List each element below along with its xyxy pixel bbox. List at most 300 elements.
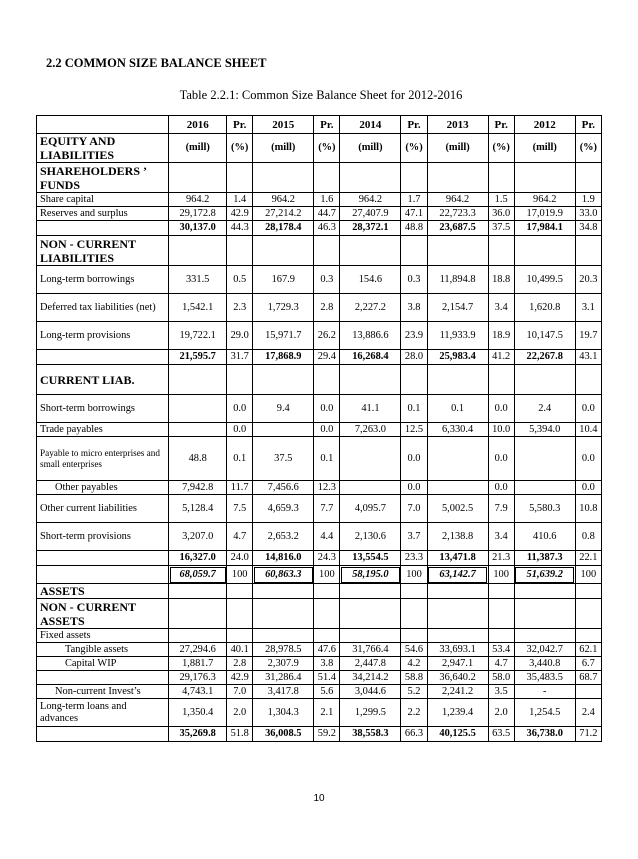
header-cell: 2013: [427, 116, 488, 134]
value-cell-mill: 19,722.1: [169, 322, 227, 350]
value-cell-mill: [340, 437, 401, 481]
value-cell-mill: [427, 481, 488, 495]
value-cell-mill: [340, 599, 401, 629]
value-cell-mill: [514, 599, 575, 629]
unit-cell: (mill): [514, 134, 575, 163]
value-cell-percent: 29.4: [314, 350, 340, 365]
value-cell-percent: 31.7: [227, 350, 253, 365]
value-cell-percent: [227, 629, 253, 643]
unit-cell: (%): [401, 134, 427, 163]
value-cell-percent: [314, 629, 340, 643]
value-cell-mill: 13,471.8: [427, 551, 488, 566]
value-cell-percent: 10.8: [575, 495, 601, 523]
value-cell-percent: 2.3: [227, 294, 253, 322]
value-cell-percent: 19.7: [575, 322, 601, 350]
header-cell: Pr.: [314, 116, 340, 134]
row-label: Other current liabilities: [37, 495, 169, 523]
value-cell-mill: [427, 599, 488, 629]
row-label: ASSETS: [37, 584, 169, 599]
value-cell-mill: 25,983.4: [427, 350, 488, 365]
value-cell-percent: 6.7: [575, 657, 601, 671]
value-cell-mill: 6,330.4: [427, 423, 488, 437]
table-row: [37, 294, 602, 322]
value-cell-mill: 1,304.3: [253, 699, 314, 727]
table-row: [37, 629, 602, 643]
value-cell-percent: 1.4: [227, 193, 253, 207]
value-cell-mill: 10,499.5: [514, 266, 575, 294]
value-cell-percent: [575, 365, 601, 395]
value-cell-mill: 1,542.1: [169, 294, 227, 322]
value-cell-mill: 2,154.7: [427, 294, 488, 322]
row-label: Share capital: [37, 193, 169, 207]
value-cell-percent: 3.8: [401, 294, 427, 322]
value-cell-mill: 10,147.5: [514, 322, 575, 350]
unit-cell: (%): [314, 134, 340, 163]
value-cell-mill: 5,394.0: [514, 423, 575, 437]
value-cell-percent: [401, 163, 427, 193]
table-row: [37, 566, 602, 584]
value-cell-mill: 13,554.5: [340, 551, 401, 566]
value-cell-percent: 33.0: [575, 207, 601, 221]
table-row: [37, 671, 602, 685]
value-cell-mill: 964.2: [253, 193, 314, 207]
value-cell-percent: [314, 584, 340, 599]
value-cell-mill: [340, 629, 401, 643]
value-cell-percent: 66.3: [401, 727, 427, 742]
value-cell-percent: [488, 629, 514, 643]
value-cell-mill: 29,176.3: [169, 671, 227, 685]
value-cell-mill: [169, 395, 227, 423]
table-row: [37, 350, 602, 365]
value-cell-mill: 16,268.4: [340, 350, 401, 365]
section-heading: 2.2 COMMON SIZE BALANCE SHEET: [46, 56, 267, 70]
section-row: [37, 584, 602, 599]
value-cell-percent: 100: [488, 566, 514, 584]
value-cell-mill: 1,729.3: [253, 294, 314, 322]
value-cell-percent: 1.9: [575, 193, 601, 207]
value-cell-mill: 16,327.0: [169, 551, 227, 566]
value-cell-mill: [514, 481, 575, 495]
row-label: Other payables: [37, 481, 169, 495]
value-cell-mill: 2,227.2: [340, 294, 401, 322]
value-cell-percent: 1.6: [314, 193, 340, 207]
value-cell-percent: [575, 599, 601, 629]
value-cell-mill: 5,580.3: [514, 495, 575, 523]
value-cell-percent: 10.4: [575, 423, 601, 437]
equity-and-liabilities-label: EQUITY AND LIABILITIES: [37, 134, 169, 163]
value-cell-mill: 11,894.8: [427, 266, 488, 294]
value-cell-percent: 46.3: [314, 221, 340, 236]
value-cell-mill: [427, 365, 488, 395]
table-row: [37, 193, 602, 207]
value-cell-mill: [169, 599, 227, 629]
value-cell-percent: 3.4: [488, 294, 514, 322]
value-cell-mill: 5,128.4: [169, 495, 227, 523]
table-row: [37, 395, 602, 423]
unit-cell: (mill): [169, 134, 227, 163]
value-cell-percent: 47.6: [314, 643, 340, 657]
value-cell-mill: 36,640.2: [427, 671, 488, 685]
value-cell-percent: [488, 163, 514, 193]
value-cell-percent: [575, 163, 601, 193]
value-cell-mill: [340, 584, 401, 599]
value-cell-mill: 964.2: [169, 193, 227, 207]
value-cell-percent: 59.2: [314, 727, 340, 742]
table-row: [37, 423, 602, 437]
row-label: SHAREHOLDERS ’ FUNDS: [37, 163, 169, 193]
value-cell-percent: [227, 236, 253, 266]
table-row: [37, 481, 602, 495]
row-label: [37, 566, 169, 584]
value-cell-mill: [514, 236, 575, 266]
value-cell-mill: 2,447.8: [340, 657, 401, 671]
value-cell-percent: 1.5: [488, 193, 514, 207]
value-cell-mill: 14,816.0: [253, 551, 314, 566]
value-cell-mill: 1,239.4: [427, 699, 488, 727]
value-cell-percent: 42.9: [227, 207, 253, 221]
value-cell-percent: [401, 584, 427, 599]
value-cell-percent: 0.3: [401, 266, 427, 294]
value-cell-mill: [253, 163, 314, 193]
value-cell-percent: 24.0: [227, 551, 253, 566]
value-cell-mill: 11,387.3: [514, 551, 575, 566]
table-row: [37, 266, 602, 294]
header-blank-cell: [37, 116, 169, 134]
value-cell-mill: 1,881.7: [169, 657, 227, 671]
value-cell-percent: 0.5: [227, 266, 253, 294]
header-cell: Pr.: [401, 116, 427, 134]
value-cell-mill: 2,653.2: [253, 523, 314, 551]
value-cell-percent: 0.0: [488, 437, 514, 481]
value-cell-mill: 154.6: [340, 266, 401, 294]
value-cell-mill: 15,971.7: [253, 322, 314, 350]
row-label: Short-term borrowings: [37, 395, 169, 423]
value-cell-percent: [488, 236, 514, 266]
value-cell-percent: 0.0: [314, 423, 340, 437]
value-cell-percent: 7.5: [227, 495, 253, 523]
value-cell-percent: 3.7: [401, 523, 427, 551]
value-cell-percent: 4.7: [488, 657, 514, 671]
value-cell-percent: 0.3: [314, 266, 340, 294]
value-cell-percent: 0.1: [227, 437, 253, 481]
header-cell: 2012: [514, 116, 575, 134]
value-cell-mill: [514, 629, 575, 643]
row-label: CURRENT LIAB.: [37, 365, 169, 395]
unit-header-row: [37, 134, 602, 163]
section-row: [37, 365, 602, 395]
unit-cell: (%): [227, 134, 253, 163]
value-cell-percent: 0.0: [227, 395, 253, 423]
value-cell-mill: 22,267.8: [514, 350, 575, 365]
value-cell-percent: 54.6: [401, 643, 427, 657]
value-cell-mill: 33,693.1: [427, 643, 488, 657]
row-label: Fixed assets: [37, 629, 169, 643]
value-cell-mill: 68,059.7: [169, 566, 227, 584]
value-cell-mill: [169, 584, 227, 599]
value-cell-mill: 0.1: [427, 395, 488, 423]
value-cell-percent: 3.4: [488, 523, 514, 551]
value-cell-mill: 60,863.3: [253, 566, 314, 584]
table-row: [37, 322, 602, 350]
row-label: Long-term provisions: [37, 322, 169, 350]
value-cell-mill: 4,743.1: [169, 685, 227, 699]
row-label: Short-term provisions: [37, 523, 169, 551]
value-cell-percent: 44.7: [314, 207, 340, 221]
value-cell-mill: 17,984.1: [514, 221, 575, 236]
value-cell-mill: 3,044.6: [340, 685, 401, 699]
value-cell-mill: 40,125.5: [427, 727, 488, 742]
value-cell-mill: [169, 629, 227, 643]
value-cell-percent: 2.1: [314, 699, 340, 727]
value-cell-mill: 28,178.4: [253, 221, 314, 236]
value-cell-percent: 7.0: [401, 495, 427, 523]
value-cell-mill: [427, 584, 488, 599]
value-cell-percent: 0.0: [575, 481, 601, 495]
value-cell-percent: [488, 599, 514, 629]
value-cell-mill: 11,933.9: [427, 322, 488, 350]
value-cell-mill: 13,886.6: [340, 322, 401, 350]
row-label: [37, 727, 169, 742]
value-cell-mill: 36,008.5: [253, 727, 314, 742]
table-row: [37, 207, 602, 221]
value-cell-percent: 37.5: [488, 221, 514, 236]
row-label: Reserves and surplus: [37, 207, 169, 221]
table-row: [37, 657, 602, 671]
value-cell-percent: 47.1: [401, 207, 427, 221]
row-label: [37, 221, 169, 236]
value-cell-mill: [253, 584, 314, 599]
value-cell-mill: [253, 236, 314, 266]
value-cell-percent: 51.4: [314, 671, 340, 685]
value-cell-mill: [253, 365, 314, 395]
value-cell-percent: 0.0: [488, 481, 514, 495]
value-cell-mill: 35,269.8: [169, 727, 227, 742]
value-cell-percent: 100: [575, 566, 601, 584]
value-cell-mill: 2,307.9: [253, 657, 314, 671]
value-cell-percent: 18.8: [488, 266, 514, 294]
table-row: [37, 495, 602, 523]
value-cell-mill: 7,263.0: [340, 423, 401, 437]
value-cell-percent: 71.2: [575, 727, 601, 742]
value-cell-mill: 22,723.3: [427, 207, 488, 221]
value-cell-percent: 34.8: [575, 221, 601, 236]
value-cell-mill: 5,002.5: [427, 495, 488, 523]
table-row: [37, 699, 602, 727]
value-cell-mill: 2,241.2: [427, 685, 488, 699]
value-cell-mill: 3,417.8: [253, 685, 314, 699]
value-cell-percent: [401, 629, 427, 643]
value-cell-percent: 18.9: [488, 322, 514, 350]
value-cell-mill: 35,483.5: [514, 671, 575, 685]
value-cell-mill: 63,142.7: [427, 566, 488, 584]
value-cell-mill: [514, 437, 575, 481]
value-cell-percent: 2.4: [575, 699, 601, 727]
value-cell-percent: [401, 365, 427, 395]
year-header-row: [37, 116, 602, 134]
value-cell-mill: [514, 584, 575, 599]
value-cell-mill: [253, 599, 314, 629]
unit-cell: (%): [488, 134, 514, 163]
value-cell-mill: [169, 423, 227, 437]
value-cell-percent: 11.7: [227, 481, 253, 495]
value-cell-mill: [340, 365, 401, 395]
value-cell-percent: [575, 584, 601, 599]
value-cell-percent: 4.2: [401, 657, 427, 671]
value-cell-percent: 23.3: [401, 551, 427, 566]
value-cell-mill: 2.4: [514, 395, 575, 423]
value-cell-percent: 2.8: [227, 657, 253, 671]
section-row: [37, 236, 602, 266]
value-cell-percent: 4.7: [227, 523, 253, 551]
value-cell-mill: [169, 236, 227, 266]
value-cell-percent: 40.1: [227, 643, 253, 657]
value-cell-mill: 23,687.5: [427, 221, 488, 236]
value-cell-percent: 2.8: [314, 294, 340, 322]
value-cell-mill: 1,254.5: [514, 699, 575, 727]
value-cell-percent: [401, 236, 427, 266]
value-cell-percent: 12.3: [314, 481, 340, 495]
value-cell-percent: 21.3: [488, 551, 514, 566]
value-cell-mill: 51,639.2: [514, 566, 575, 584]
value-cell-percent: 1.7: [401, 193, 427, 207]
row-label: Payable to micro enterprises and small enterprises: [37, 437, 169, 481]
value-cell-mill: 21,595.7: [169, 350, 227, 365]
value-cell-percent: 12.5: [401, 423, 427, 437]
value-cell-percent: 3.5: [488, 685, 514, 699]
value-cell-percent: 20.3: [575, 266, 601, 294]
value-cell-mill: [253, 423, 314, 437]
value-cell-percent: 26.2: [314, 322, 340, 350]
header-cell: Pr.: [227, 116, 253, 134]
value-cell-mill: [427, 437, 488, 481]
value-cell-percent: 58.0: [488, 671, 514, 685]
value-cell-percent: 0.1: [314, 437, 340, 481]
value-cell-percent: [314, 163, 340, 193]
value-cell-percent: 7.9: [488, 495, 514, 523]
value-cell-percent: 0.8: [575, 523, 601, 551]
row-label: Deferred tax liabilities (net): [37, 294, 169, 322]
value-cell-mill: [427, 629, 488, 643]
value-cell-mill: 17,019.9: [514, 207, 575, 221]
value-cell-mill: 17,868.9: [253, 350, 314, 365]
value-cell-percent: 68.7: [575, 671, 601, 685]
unit-cell: (mill): [340, 134, 401, 163]
value-cell-percent: 7.7: [314, 495, 340, 523]
row-label: [37, 551, 169, 566]
value-cell-percent: 58.8: [401, 671, 427, 685]
value-cell-mill: [340, 236, 401, 266]
value-cell-percent: 44.3: [227, 221, 253, 236]
row-label: NON - CURRENT ASSETS: [37, 599, 169, 629]
value-cell-mill: 58,195.0: [340, 566, 401, 584]
row-label: Capital WIP: [37, 657, 169, 671]
value-cell-percent: [575, 236, 601, 266]
value-cell-percent: 2.0: [488, 699, 514, 727]
row-label: Non-current Invest’s: [37, 685, 169, 699]
table-caption: Table 2.2.1: Common Size Balance Sheet for 2012-2016: [179, 88, 463, 102]
value-cell-mill: 3,207.0: [169, 523, 227, 551]
value-cell-percent: 0.0: [488, 395, 514, 423]
value-cell-mill: 7,456.6: [253, 481, 314, 495]
value-cell-mill: 7,942.8: [169, 481, 227, 495]
unit-cell: (mill): [253, 134, 314, 163]
value-cell-mill: [427, 163, 488, 193]
value-cell-mill: [340, 481, 401, 495]
value-cell-percent: 0.0: [227, 423, 253, 437]
value-cell-percent: 0.0: [401, 481, 427, 495]
section-row: [37, 599, 602, 629]
value-cell-mill: 27,214.2: [253, 207, 314, 221]
value-cell-mill: 28,372.1: [340, 221, 401, 236]
value-cell-percent: 48.8: [401, 221, 427, 236]
value-cell-percent: 53.4: [488, 643, 514, 657]
value-cell-percent: 100: [227, 566, 253, 584]
table-row: [37, 643, 602, 657]
value-cell-mill: 27,407.9: [340, 207, 401, 221]
value-cell-percent: [488, 584, 514, 599]
value-cell-percent: [227, 163, 253, 193]
header-cell: 2016: [169, 116, 227, 134]
value-cell-percent: 2.0: [227, 699, 253, 727]
value-cell-mill: [169, 163, 227, 193]
value-cell-mill: 410.6: [514, 523, 575, 551]
value-cell-mill: 167.9: [253, 266, 314, 294]
table-row: [37, 523, 602, 551]
value-cell-mill: 2,138.8: [427, 523, 488, 551]
value-cell-percent: 0.0: [401, 437, 427, 481]
table-row: [37, 221, 602, 236]
value-cell-percent: [314, 365, 340, 395]
value-cell-mill: 31,286.4: [253, 671, 314, 685]
row-label: [37, 350, 169, 365]
common-size-balance-sheet-table: [36, 115, 602, 742]
value-cell-percent: 4.4: [314, 523, 340, 551]
value-cell-mill: 3,440.8: [514, 657, 575, 671]
value-cell-percent: 0.0: [575, 437, 601, 481]
value-cell-mill: 964.2: [427, 193, 488, 207]
value-cell-mill: 4,095.7: [340, 495, 401, 523]
table-row: [37, 727, 602, 742]
value-cell-percent: [575, 685, 601, 699]
value-cell-mill: 964.2: [514, 193, 575, 207]
value-cell-mill: -: [514, 685, 575, 699]
value-cell-mill: [427, 236, 488, 266]
unit-cell: (%): [575, 134, 601, 163]
value-cell-percent: 7.0: [227, 685, 253, 699]
value-cell-percent: 100: [401, 566, 427, 584]
value-cell-mill: 36,738.0: [514, 727, 575, 742]
value-cell-percent: 5.6: [314, 685, 340, 699]
value-cell-percent: 41.2: [488, 350, 514, 365]
value-cell-percent: [575, 629, 601, 643]
row-label: Long-term borrowings: [37, 266, 169, 294]
value-cell-percent: 36.0: [488, 207, 514, 221]
table-row: [37, 551, 602, 566]
table-row: [37, 685, 602, 699]
value-cell-mill: 34,214.2: [340, 671, 401, 685]
value-cell-mill: [514, 365, 575, 395]
row-label: [37, 671, 169, 685]
value-cell-mill: [253, 629, 314, 643]
header-cell: Pr.: [575, 116, 601, 134]
value-cell-percent: 51.8: [227, 727, 253, 742]
value-cell-mill: 37.5: [253, 437, 314, 481]
value-cell-mill: 27,294.6: [169, 643, 227, 657]
value-cell-mill: 29,172.8: [169, 207, 227, 221]
page-number: 10: [313, 793, 325, 804]
value-cell-percent: 3.8: [314, 657, 340, 671]
value-cell-mill: 9.4: [253, 395, 314, 423]
